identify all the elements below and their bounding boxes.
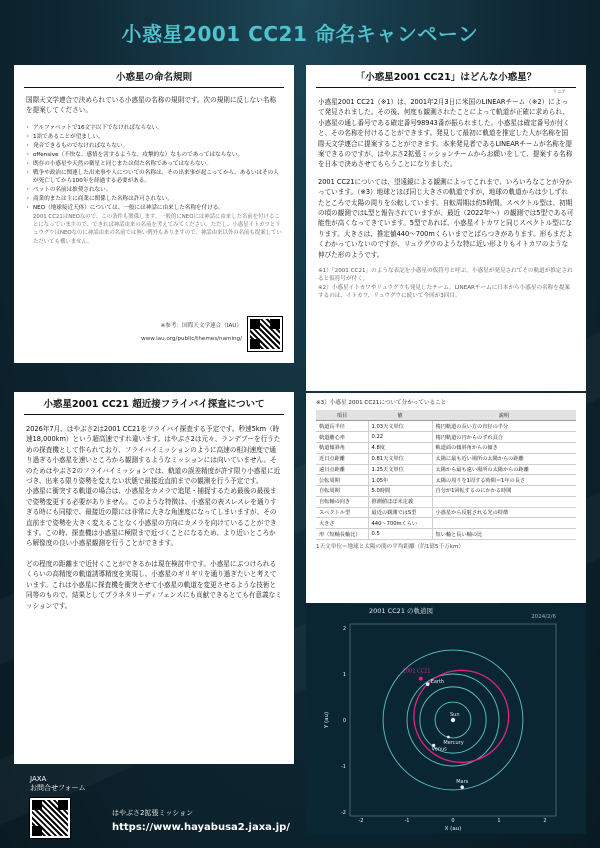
- table-row: [316, 486, 576, 497]
- mission-name: はやぶさ2拡張ミッション: [112, 809, 194, 817]
- table-cell: 楕円軌道の長い方の直径の半分: [432, 421, 576, 432]
- axis-ticks: [341, 626, 547, 824]
- iau-url[interactable]: www.iau.org/public/themes/naming/: [141, 335, 242, 342]
- table-cell: 大きさ: [316, 518, 368, 529]
- mercury-label: Mercury: [443, 740, 464, 747]
- table-cell: 公転周期: [316, 475, 368, 486]
- table-cell: 5.0時間: [368, 486, 432, 497]
- about-panel: [306, 65, 586, 391]
- table-cell: 短い軸と長い軸の比: [432, 529, 576, 540]
- table-cell: 1.03天文単位: [368, 421, 432, 432]
- facts-table: [316, 410, 576, 540]
- table-cell: 1.25天文単位: [368, 464, 432, 475]
- table-cell: 形（短軸長軸比）: [316, 529, 368, 540]
- table-cell: 近日点距離: [316, 453, 368, 464]
- rule-item: ・ 商業的または主に商業に関係した名称は許可されない。: [26, 195, 282, 204]
- rules-intro: 国際天文学連合で決められている小惑星の名称の規則です。次の規則に反しない名称を提案してください。: [26, 96, 277, 115]
- table-cell: 軌道傾斜角: [316, 442, 368, 453]
- about-heading: 「小惑星2001 CC21」はどんな小惑星？: [316, 65, 576, 88]
- table-row: [316, 421, 576, 432]
- rule-item: ・ 1語であることが望ましい。: [26, 133, 282, 142]
- rule-item: ・ ペットの名前は推奨されない。: [26, 186, 282, 195]
- table-cell: 遠日点距離: [316, 464, 368, 475]
- table-cell: 太陽から最も遠い場所の太陽からの距離: [432, 464, 576, 475]
- neo-note: 2001 CC21はNEOなので、この条件も関係します。一般的にNEOには神話に由来した名前を付けることになっていますので、できれば神話由来の名前を考えてみてください。ただし、小惑星イトカワとリュウグウはNEOなのに神話由来の名前では無い例外もありますので、神話由来以外の名前も提案していただいても構いません。: [33, 214, 282, 245]
- table-cell: 軌道離心率: [316, 432, 368, 443]
- table-cell: 自転軸の向き: [316, 496, 368, 507]
- x-axis-label: X (au): [444, 826, 462, 832]
- table-row: [316, 507, 576, 518]
- table-cell: [432, 496, 576, 507]
- orbit-date: 2024/2/6: [531, 614, 556, 620]
- orbit-diagram: [306, 604, 586, 834]
- table-cell: スペクトル型: [316, 507, 368, 518]
- table-row: [316, 453, 576, 464]
- table-cell: 太陽の周りを1周する時間＝1年の長さ: [432, 475, 576, 486]
- mars-marker: [460, 785, 464, 789]
- rule-item: ・ NEO（地球接近天体）については、一般には神話に由来した名称を付ける。: [26, 204, 282, 213]
- flyby-paragraph-2: 小惑星に衝突する軌道の場合は、小惑星をカメラで追尾・捕捉するため最後の最後まで姿勢変更する必要がありません。このような特徴は、小惑星の表スレスレを通りすぎる時にも同様で、最接近の際には非常に大きな角速度になってしまいますが、その直前まで姿勢を大きく変えることなく小惑星の方向にカメラを向けていることができます。この時、探査機は小惑星に極限まで近づくことになるため、より近いところから解像度の良い小惑星観測を行うことができます。: [26, 487, 277, 548]
- table-cell: 0.81天文単位: [368, 453, 432, 464]
- y-tick-label: 0: [342, 718, 346, 724]
- x-tick-label: -2: [358, 818, 364, 824]
- x-tick-label: 0: [451, 818, 455, 824]
- table-cell: 自転周期: [316, 486, 368, 497]
- table-cell: 440〜700mくらい: [368, 518, 432, 529]
- sun-marker: [451, 718, 455, 722]
- table-row: [316, 475, 576, 486]
- rule-item: ・ 発音できるものでなければならない。: [26, 142, 282, 151]
- linear-ruby: リニア: [552, 90, 566, 95]
- table-row: [316, 496, 576, 507]
- contact-form-label[interactable]: お問合せフォーム: [30, 784, 86, 792]
- table-cell: 0.22: [368, 432, 432, 443]
- target-marker: [419, 677, 423, 681]
- table-row: [316, 442, 576, 453]
- rule-item: ・ offensive（不快な、感情を害するような、攻撃的な）なものであってはならない。: [26, 151, 282, 160]
- table-cell: 軌道長半径: [316, 421, 368, 432]
- rule-item: ・ アルファベットで16文字以下でなければならない。: [26, 124, 282, 133]
- table-cell: 推測値ほぼ未定義: [368, 496, 432, 507]
- facts-header: 項目: [316, 410, 368, 421]
- facts-caption: ※3）小惑星 2001 CC21について分かっていること: [316, 400, 447, 406]
- facts-panel: [306, 393, 586, 603]
- rules-panel: [14, 65, 294, 363]
- table-cell: [432, 518, 576, 529]
- iau-qr-code[interactable]: [248, 317, 282, 351]
- mission-url[interactable]: https://www.hayabusa2.jaxa.jp/: [112, 822, 290, 833]
- table-cell: 軌道面の傾斜角からの傾き: [432, 442, 576, 453]
- x-tick-label: 1: [497, 818, 501, 824]
- about-note-2: ※2）小惑星イトカワやリュウグウも発見したチーム。LINEARチームに日本から小惑星の名称を提案するのは、イトカワ、リュウグウに続いて今回が3回目。: [318, 284, 571, 300]
- table-cell: 0.5: [368, 529, 432, 540]
- orbit-panel: [306, 604, 586, 834]
- about-paragraph-1: 小惑星2001 CC21（※1）は、2001年2月3日に米国のLINEARチーム（※2）によって発見されました。その後、何度も観測されたことによって軌道が正確に求められ、小惑星の通し番号である確定番号98943番が振られました。小惑星は確定番号が付くと、その名称を付けることができます。発見して最初に軌道を推定した人が名称を国際天文学連合に提案することができます。本来発見者であるLINEARチームが名称を提案できるのですが、はやぶさ2拡張ミッションチームからお願いをして、提案する名称を日本で決めさせてもらうことになりました。: [318, 98, 573, 169]
- sun-label: Sun: [450, 712, 460, 718]
- target-label: 2001 CC21: [402, 668, 431, 675]
- table-row: [316, 529, 576, 540]
- rule-item: ・ 戦争や政治に関連した出来事や人についての名称は、その出来事が起こってから、あるいはその人が死亡してから100年を経過する必要がある。: [26, 169, 282, 187]
- venus-label: Venus: [431, 746, 447, 753]
- mercury-marker: [447, 736, 450, 739]
- flyby-panel: [14, 392, 294, 764]
- about-paragraph-2: 2001 CC21については、望遠鏡による観測によってこれまで、いろいろなことが分かっています。（※3）地球とほぼ同じ大きさの軌道ですが、地球の軌道からは少しずれたところで太陽の周りを公転しています。自転周期は約5時間。スペクトル型は、初期の頃の観測ではL型と報告されていますが、最近（2022年〜）の観測では5型である可能性が高くなってきています。5型であれば、小惑星イトカワと同じスペクトル型になります。大きさは、推定値440〜700mくらいまでとばらつきがあります。形もまだよくわかっていないのですが、リュウグウのような特に近い形よりもイトカワのような伸びた形のようです。: [318, 177, 574, 259]
- table-cell: 最近の観測ではS型: [368, 507, 432, 518]
- y-axis-label: Y (au): [324, 711, 330, 729]
- facts-header: 説明: [432, 410, 576, 421]
- jaxa-label: JAXA: [30, 775, 47, 783]
- about-note-1: ※1）「2001 CC21」のような表記を小惑星の仮符号と呼ぶ。小惑星が発見されてその軌道が推定されると仮符号が付く。: [318, 268, 573, 283]
- footer-mission: [112, 808, 290, 833]
- table-row: [316, 464, 576, 475]
- table-cell: 太陽に最も近い場所の太陽からの距離: [432, 453, 576, 464]
- facts-header: 値: [368, 410, 432, 421]
- rules-heading: 小惑星の命名規則: [24, 65, 284, 88]
- mars-label: Mars: [456, 779, 469, 786]
- iau-reference: ※参考：国際天文学連合（IAU）: [160, 323, 242, 330]
- y-tick-label: -1: [341, 764, 346, 770]
- table-cell: 自分が1回転するのにかかる時間: [432, 486, 576, 497]
- table-row: [316, 518, 576, 529]
- flyby-heading: 小惑星2001 CC21 超近接フライバイ探査について: [24, 392, 284, 415]
- contact-qr-code[interactable]: [30, 798, 70, 838]
- bodies: [403, 669, 469, 789]
- rule-item: ・ 既存の小惑星や天然の衛星と同じまたは似た名称であってはならない。: [26, 160, 282, 169]
- table-cell: 小惑星から反射される光の特徴: [432, 507, 576, 518]
- x-tick-label: -1: [404, 818, 410, 824]
- table-cell: 4.8度: [368, 442, 432, 453]
- table-cell: 楕円軌道の円からのずれ具合: [432, 432, 576, 443]
- table-row: [316, 432, 576, 443]
- x-tick-label: 2: [543, 818, 547, 824]
- y-tick-label: 2: [342, 626, 346, 632]
- y-tick-label: -2: [341, 810, 346, 816]
- table-cell: 1.05年: [368, 475, 432, 486]
- y-tick-label: 1: [342, 672, 346, 678]
- footer-left: [30, 775, 86, 793]
- facts-footnote: 1天文単位＝地球と太陽の間の平均距離（約1億5千万km）: [316, 543, 465, 550]
- orbit-title: 2001 CC21 の軌道図: [369, 607, 434, 615]
- earth-marker: [426, 682, 430, 686]
- flyby-paragraph-1: 2026年7月、はやぶさ2は2001 CC21をフライバイ探査する予定です。秒速5km（時速18,000km）という超高速ですれ違います。はやぶさ2は元々、ランデブーを行うための探査機として作られており、フライバイミッションのように高速の相対速度で通り過ぎる小惑星を速いところから観測するようなミッションには向いていません。そのためはやぶさ2のフライバイミッションでは、軌道の誤差精度が許す限り小惑星に近づき、出来る限り姿勢を変えない状態で最接近直前までの観測を行う予定です。: [26, 425, 281, 486]
- earth-label: Earth: [430, 679, 445, 686]
- rules-list: [26, 124, 282, 213]
- page-title: 小惑星2001 CC21 命名キャンペーン: [121, 22, 479, 46]
- flyby-paragraph-3: どの程度の距離まで近付くことができるかは現在検討中です。小惑星にぶつけられるくらいの高精度の軌道誘導精度を実現し、小惑星のギリギリを通り過ぎたいと考えています。これは小惑星に探査機を衝突させて小惑星の軌道を変更させるような技術と同等のもので、結果としてプラネタリーディフェンスにも貢献できるとても有意義なミッションです。: [26, 559, 282, 610]
